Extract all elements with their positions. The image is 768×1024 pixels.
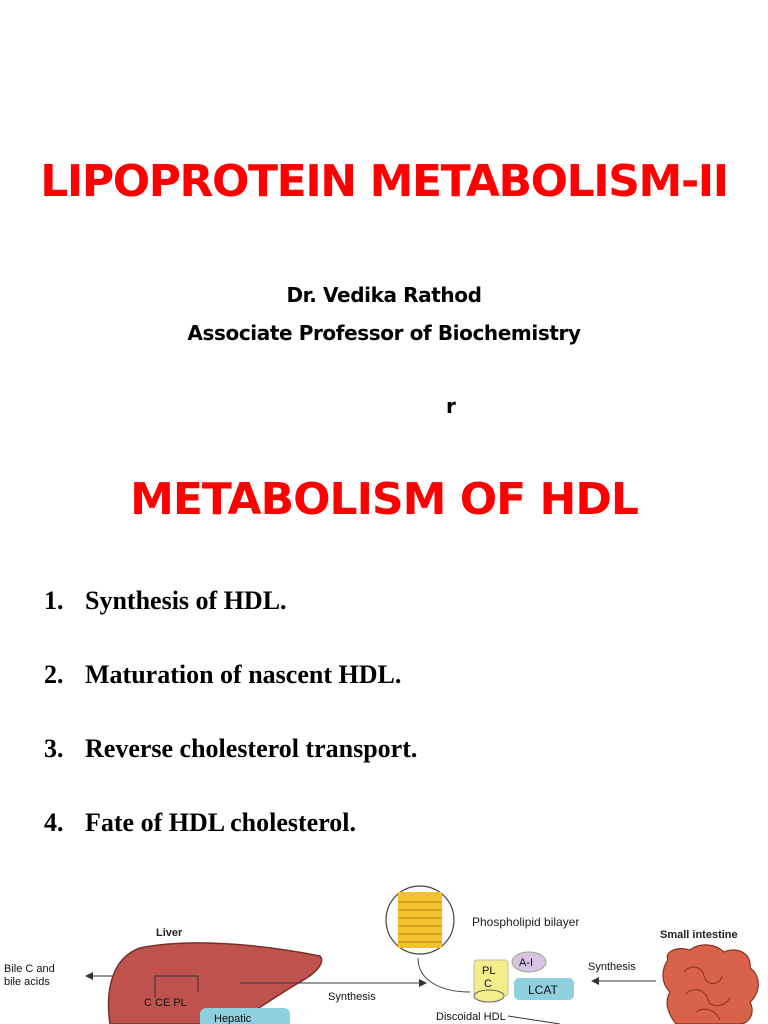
synthesis-right-label: Synthesis: [588, 961, 636, 973]
lcat-label: LCAT: [528, 983, 558, 997]
cce-pl-label: C CE PL: [144, 997, 187, 1009]
pl-label: PL: [482, 965, 496, 977]
list-number: 2.: [44, 660, 64, 689]
small-intestine-label: Small intestine: [660, 929, 738, 941]
list-text: Synthesis of HDL.: [85, 586, 287, 615]
section-title: METABOLISM OF HDL: [130, 474, 638, 525]
intestine-shape: [663, 945, 758, 1024]
list-item: [44, 586, 417, 660]
stray-character: r: [446, 394, 456, 418]
discoidal-label: Discoidal HDL: [436, 1011, 506, 1023]
bile-acids-label: bile acids: [4, 976, 50, 988]
author-name: Dr. Vedika Rathod: [286, 283, 482, 307]
hepatic-label: Hepatic: [214, 1013, 252, 1024]
author-role: Associate Professor of Biochemistry: [187, 321, 581, 345]
hdl-synthesis-diagram: [0, 880, 768, 1024]
bile-c-label: Bile C and: [4, 963, 55, 975]
slide-title: LIPOPROTEIN METABOLISM-II: [40, 156, 728, 207]
list-item: [44, 808, 417, 882]
a1-label: A-I: [519, 957, 534, 969]
phospholipid-label: Phospholipid bilayer: [472, 915, 580, 929]
bilayer-fill: [398, 892, 442, 948]
list-item: [44, 734, 417, 808]
list-item: [44, 660, 417, 734]
list-text: Fate of HDL cholesterol.: [85, 808, 357, 837]
list-number: 3.: [44, 734, 64, 763]
topic-list: [44, 586, 417, 882]
liver-label: Liver: [156, 927, 183, 939]
synthesis-left-label: Synthesis: [328, 991, 376, 1003]
c-label: C: [484, 978, 492, 990]
list-text: Maturation of nascent HDL.: [85, 660, 402, 689]
list-number: 4.: [44, 808, 64, 837]
list-number: 1.: [44, 586, 64, 615]
list-text: Reverse cholesterol transport.: [85, 734, 418, 763]
